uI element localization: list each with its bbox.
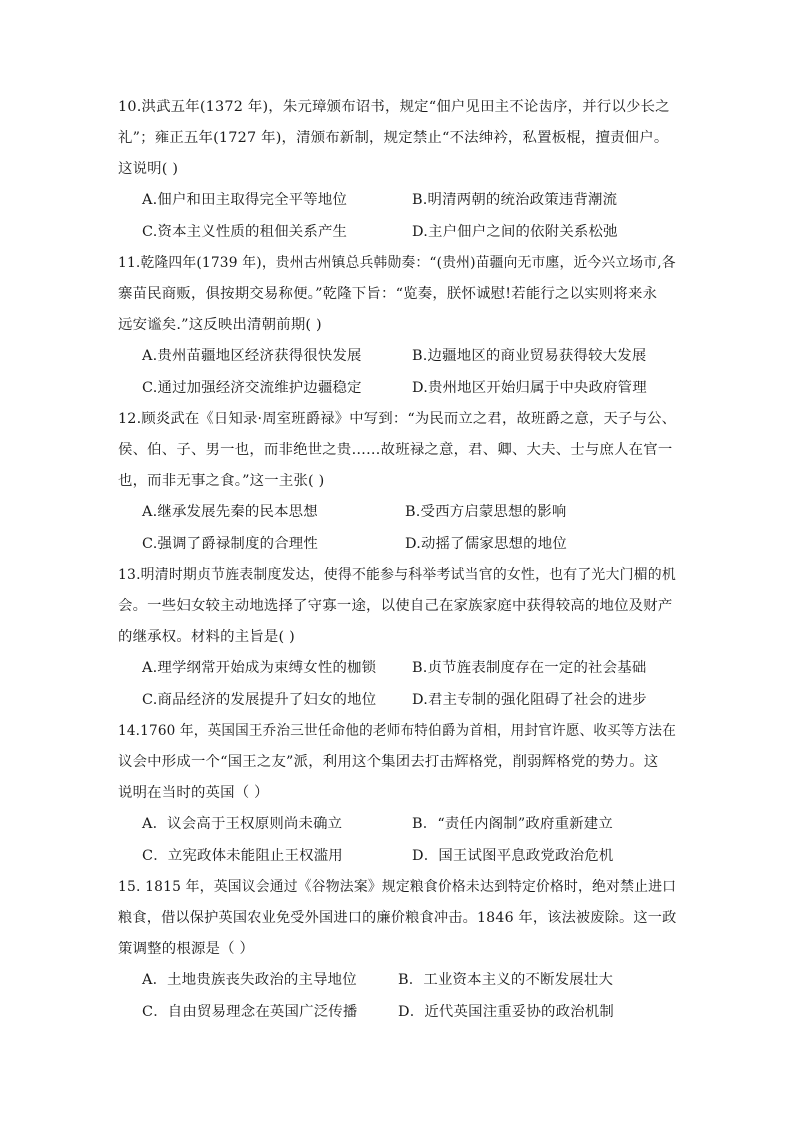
option-c: C．立宪政体未能阻止王权滥用	[142, 848, 343, 864]
question-text-line: 寨苗民商贩，俱按期交易称便。”乾隆下旨：“览奏，朕怀诚慰!若能行之以实则将来永	[118, 286, 658, 302]
question-text-line: 说明在当时的英国（ ）	[118, 785, 269, 801]
option-c: C.商品经济的发展提升了妇女的地位	[142, 692, 377, 708]
option-c: C．自由贸易理念在英国广泛传播	[142, 1004, 358, 1020]
question-text-line: 的继承权。材料的主旨是( )	[118, 629, 295, 645]
question-text-line: 13.明清时期贞节旌表制度发达，使得不能参与科举考试当官的女性，也有了光大门楣的机	[118, 567, 676, 583]
option-a: A.理学纲常开始成为束缚女性的枷锁	[142, 660, 377, 676]
option-b: B．工业资本主义的不断发展壮大	[398, 972, 614, 988]
question-text-line: 15. 1815 年，英国议会通过《谷物法案》规定粮食价格未达到特定价格时，绝对禁止进口	[118, 879, 677, 895]
question-text-line: 12.顾炎武在《日知录·周室班爵禄》中写到：“为民而立之君，故班爵之意，天子与公、	[118, 411, 677, 427]
option-c: C.强调了爵禄制度的合理性	[142, 536, 318, 552]
option-d: D.主户佃户之间的依附关系松弛	[412, 224, 618, 240]
question-text-line: 远安谧矣.”这反映出清朝前期( )	[118, 317, 322, 333]
question-text-line: 粮食，借以保护英国农业免受外国进口的廉价粮食冲击。1846 年，该法被废除。这一政	[118, 910, 677, 926]
option-a: A．议会高于王权原则尚未确立	[142, 816, 343, 832]
option-b: B.受西方启蒙思想的影响	[405, 504, 567, 520]
option-b: B．“责任内阁制”政府重新建立	[412, 816, 613, 832]
option-a: A.贵州苗疆地区经济获得很快发展	[142, 348, 362, 364]
question-text-line: 10.洪武五年(1372 年)，朱元璋颁布诏书，规定“佃户见田主不论齿序，并行以少长之	[118, 99, 670, 115]
option-b: B.贞节旌表制度存在一定的社会基础	[412, 660, 647, 676]
option-a: A．土地贵族丧失政治的主导地位	[142, 972, 357, 988]
question-text-line: 11.乾隆四年(1739 年)，贵州古州镇总兵韩勋奏：“(贵州)苗疆向无市廛，近今兴立场市,各	[118, 255, 676, 271]
option-c: C.资本主义性质的租佃关系产生	[142, 224, 348, 240]
option-d: D.动摇了儒家思想的地位	[405, 536, 567, 552]
option-d: D.贵州地区开始归属于中央政府管理	[412, 380, 647, 396]
question-text-line: 礼”；雍正五年(1727 年)，清颁布新制，规定禁止“不法绅衿，私置板棍，擅责佃户。	[118, 130, 669, 146]
question-text-line: 这说明( )	[118, 161, 179, 177]
question-text-line: 策调整的根源是（ ）	[118, 941, 255, 957]
question-text-line: 议会中形成一个“国王之友”派，利用这个集团去打击辉格党，削弱辉格党的势力。这	[118, 754, 659, 770]
option-a: A.佃户和田主取得完全平等地位	[142, 192, 348, 208]
option-b: B.边疆地区的商业贸易获得较大发展	[412, 348, 647, 364]
question-text-line: 会。一些妇女较主动地选择了守寡一途，以使自己在家族家庭中获得较高的地位及财产	[118, 598, 673, 614]
question-text-line: 也，而非无事之食。”这一主张( )	[118, 473, 325, 489]
option-d: D.君主专制的强化阻碍了社会的进步	[412, 692, 647, 708]
option-b: B.明清两朝的统治政策违背潮流	[412, 192, 618, 208]
option-a: A.继承发展先秦的民本思想	[142, 504, 318, 520]
question-text-line: 侯、伯、子、男一也，而非绝世之贵……故班禄之意，君、卿、大夫、士与庶人在官一	[118, 442, 673, 458]
option-d: D．近代英国注重妥协的政治机制	[398, 1004, 615, 1020]
option-d: D．国王试图平息政党政治危机	[412, 848, 614, 864]
option-c: C.通过加强经济交流维护边疆稳定	[142, 380, 362, 396]
question-text-line: 14.1760 年，英国国王乔治三世任命他的老师布特伯爵为首相，用封官许愿、收买等方法在	[118, 723, 676, 739]
